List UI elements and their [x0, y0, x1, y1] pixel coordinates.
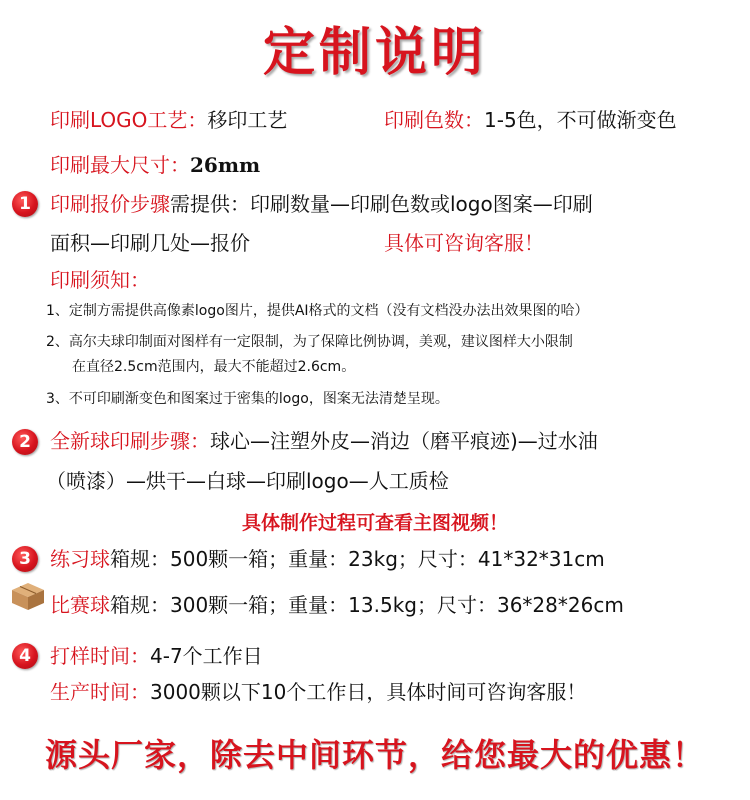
quote-steps-row-2	[50, 229, 250, 257]
practice-ball-text: 箱规：500颗一箱；重量：23kg；尺寸：41*32*31cm	[110, 547, 605, 571]
print-process-row	[50, 106, 287, 134]
section-4-badge: 4	[12, 643, 38, 669]
production-time-label: 生产时间：	[50, 680, 150, 704]
notice-item-2-cont: 在直径2.5cm范围内，最大不能超过2.6cm。	[72, 359, 356, 375]
sample-time-value: 4-7个工作日	[150, 644, 263, 668]
page-title: 定制说明	[262, 23, 487, 83]
print-process-value: 移印工艺	[207, 108, 288, 132]
ball-steps-text: 球心—注塑外皮—消边（磨平痕迹)—过水油	[210, 429, 598, 453]
print-colors-row	[384, 106, 677, 134]
section-3-badge: 3	[12, 546, 38, 572]
sample-time-label: 打样时间：	[50, 644, 150, 668]
notice-item-2: 2、高尔夫球印制面对图样有一定限制，为了保障比例协调，美观，建议图样大小限制	[46, 334, 573, 350]
quote-steps-text: 需提供：印刷数量—印刷色数或logo图案—印刷	[170, 192, 593, 216]
quote-steps-text-2: 面积—印刷几处—报价	[50, 231, 250, 255]
notice-item-3: 3、不可印刷渐变色和图案过于密集的logo，图案无法清楚呈现。	[46, 391, 449, 407]
production-time-row	[50, 678, 586, 706]
section-1-badge: 1	[12, 191, 38, 217]
max-size-row	[50, 151, 260, 179]
match-ball-row	[50, 591, 624, 619]
practice-ball-row	[50, 545, 605, 573]
sample-time-row	[50, 642, 263, 670]
footer-slogan: 源头厂家，除去中间环节，给您最大的优惠！	[44, 736, 705, 774]
ball-steps-label: 全新球印刷步骤：	[50, 429, 210, 453]
consult-note: 具体可咨询客服！	[384, 231, 544, 255]
production-time-value: 3000颗以下10个工作日，具体时间可咨询客服！	[150, 680, 587, 704]
quote-steps-label: 印刷报价步骤	[50, 192, 170, 216]
video-note: 具体制作过程可查看主图视频！	[241, 512, 508, 534]
print-colors-label: 印刷色数：	[384, 108, 484, 132]
print-colors-value: 1-5色，不可做渐变色	[484, 108, 677, 132]
practice-ball-label: 练习球	[50, 547, 110, 571]
print-notice-label: 印刷须知：	[50, 268, 150, 292]
section-2-badge: 2	[12, 429, 38, 455]
match-ball-text: 箱规：300颗一箱；重量：13.5kg；尺寸：36*28*26cm	[110, 593, 624, 617]
cardboard-box-icon	[10, 581, 46, 611]
match-ball-label: 比赛球	[50, 593, 110, 617]
quote-steps-row	[50, 190, 593, 218]
max-size-label: 印刷最大尺寸：	[50, 153, 190, 177]
max-size-value: 26mm	[190, 153, 261, 177]
print-process-label: 印刷LOGO工艺：	[50, 108, 208, 132]
ball-steps-row-2: （喷漆）—烘干—白球—印刷logo—人工质检	[46, 469, 449, 493]
notice-item-1: 1、定制方需提供高像素logo图片，提供AI格式的文档（没有文档没办法出效果图的哈）	[46, 303, 589, 319]
ball-steps-row	[50, 427, 598, 455]
